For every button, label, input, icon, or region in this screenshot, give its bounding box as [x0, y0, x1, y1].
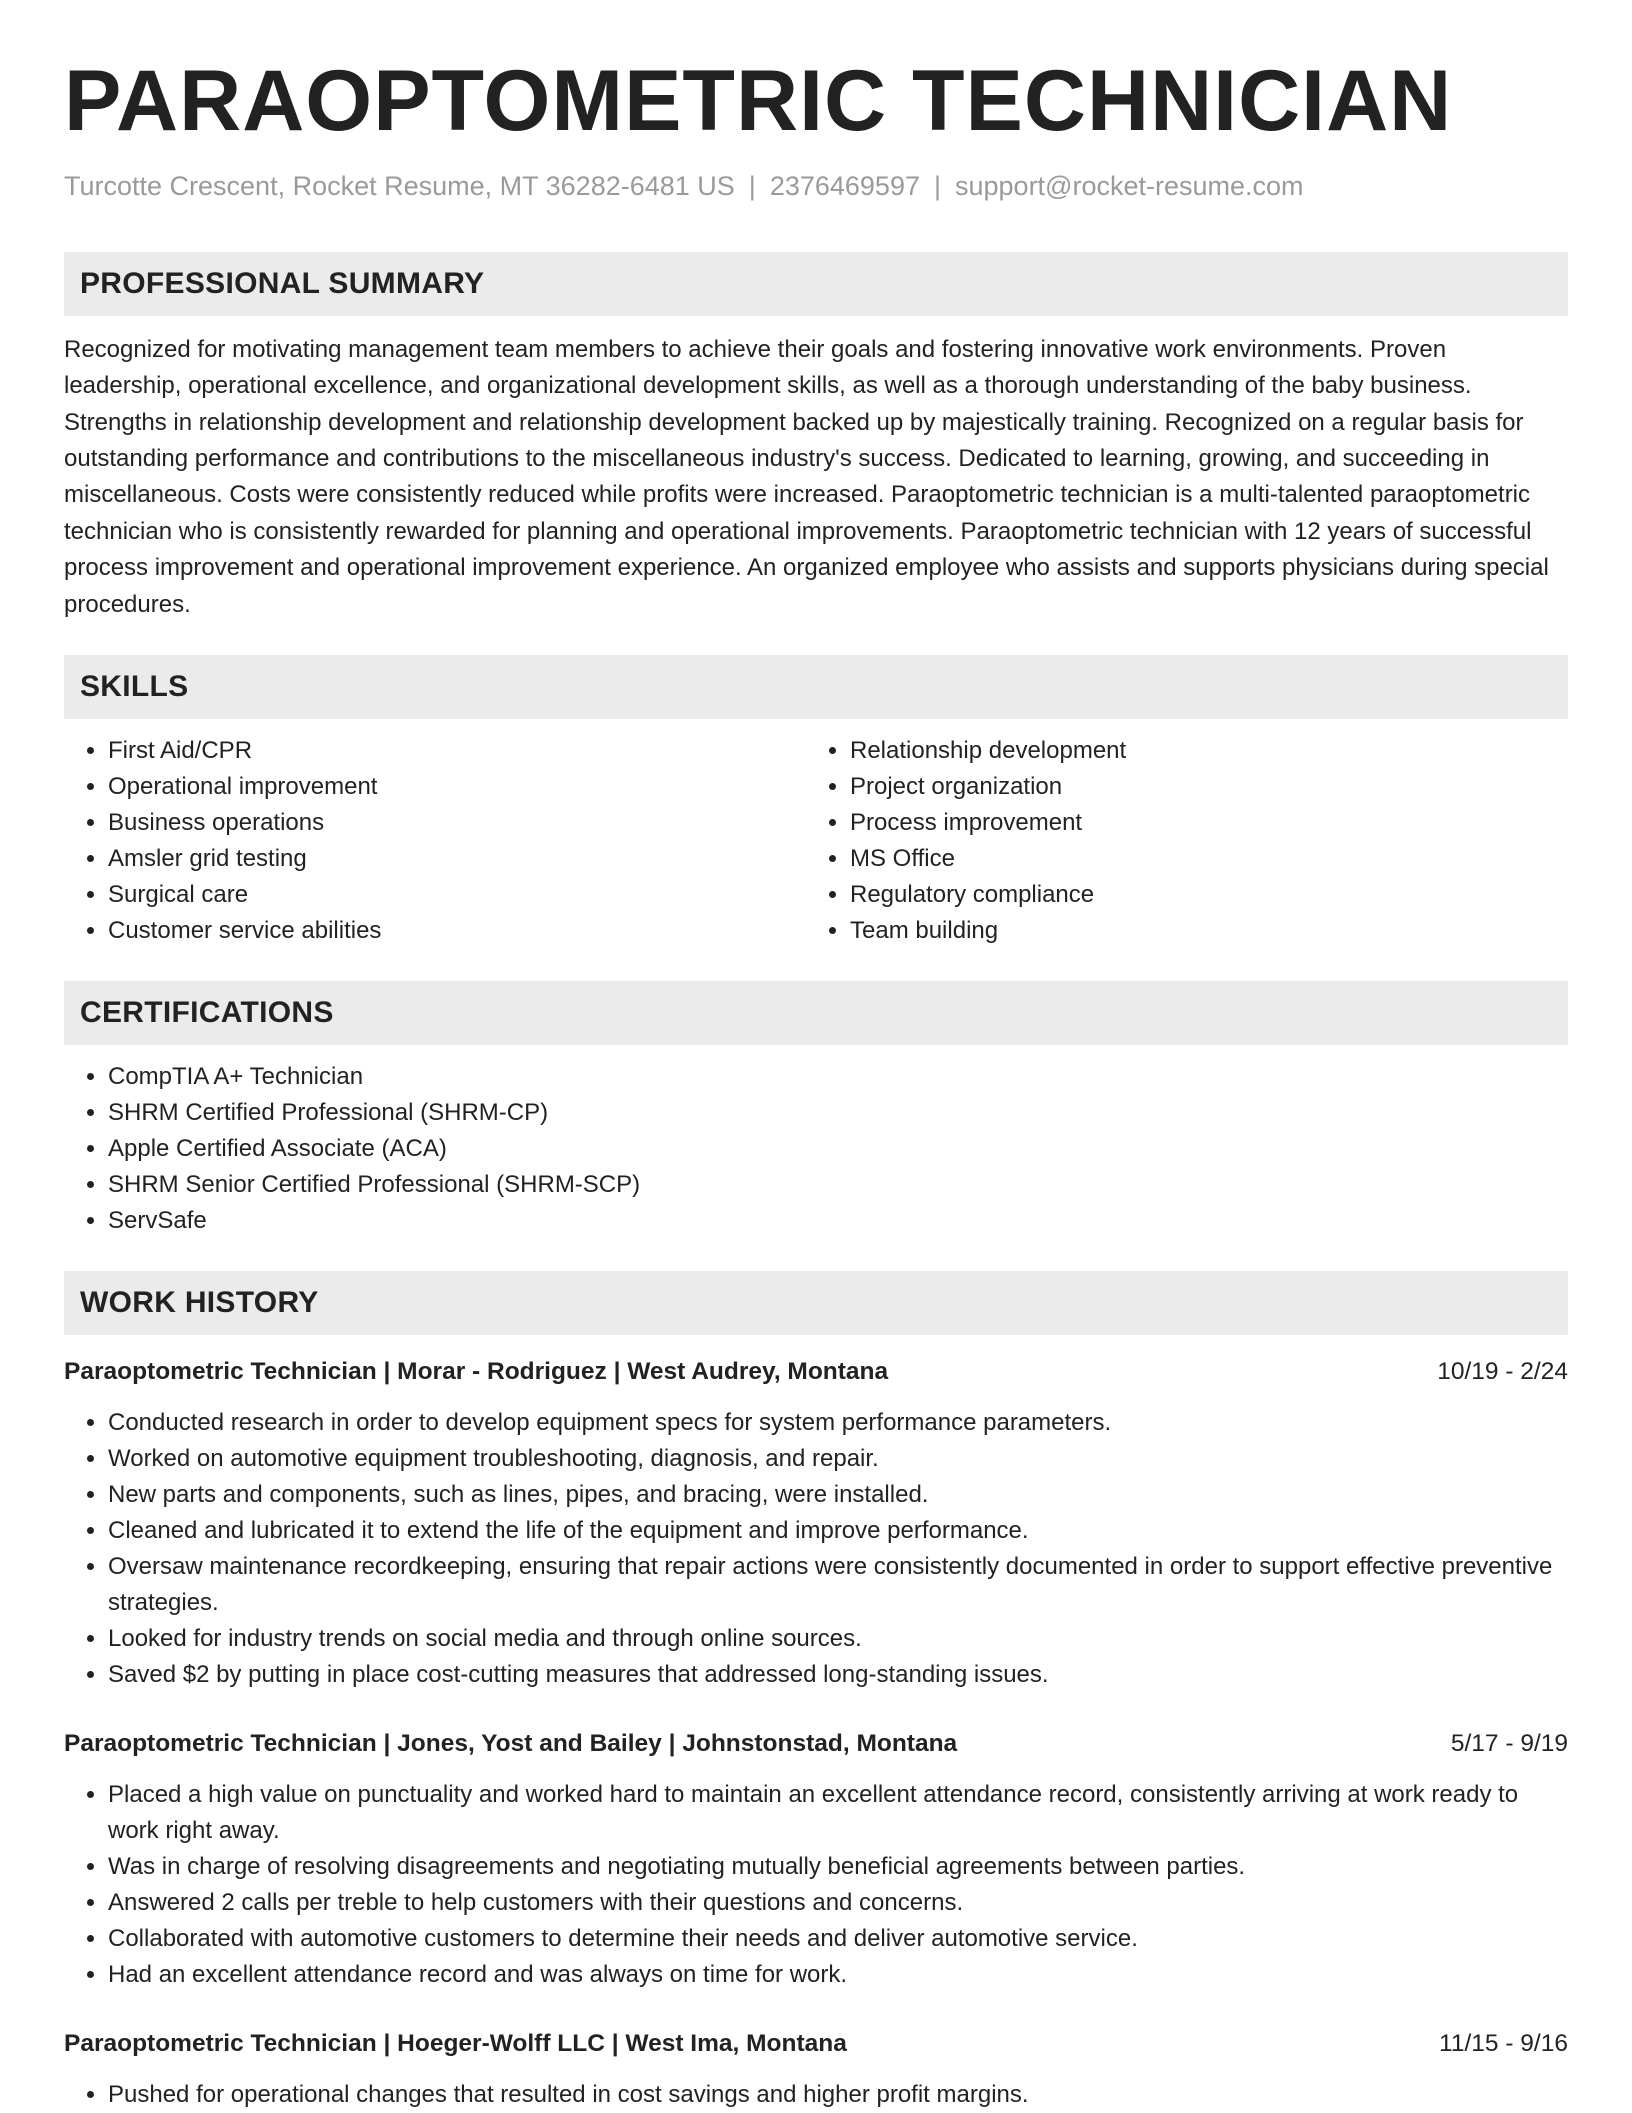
skills-column-left: [64, 733, 806, 949]
section-heading-work-history: WORK HISTORY: [64, 1271, 1568, 1335]
job-dates: 5/17 - 9/19: [1450, 1729, 1568, 1757]
skill-item: • MS Office: [850, 841, 1548, 877]
certifications-list: [64, 1059, 1568, 1239]
skills-columns: [64, 733, 1568, 949]
contact-separator: |: [933, 170, 941, 201]
job-bullet: • Placed a high value on punctuality and worked hard to maintain an excellent attendance record, consistently arriving at work ready to work right away.: [108, 1777, 1568, 1849]
contact-phone: 2376469597: [769, 170, 920, 201]
job-header: [64, 2027, 1568, 2061]
job-bullet: • Cleaned and lubricated it to extend the life of the equipment and improve performance.: [108, 1513, 1568, 1549]
job-bullet: • Worked on automotive equipment troubleshooting, diagnosis, and repair.: [108, 1441, 1568, 1477]
contact-address: Turcotte Crescent, Rocket Resume, MT 36282-6481 US: [64, 170, 735, 201]
skill-item: • Customer service abilities: [108, 913, 806, 949]
job-header: [64, 1355, 1568, 1389]
job-entry: [64, 1355, 1568, 1693]
skills-column-right: [806, 733, 1548, 949]
skill-item: • Amsler grid testing: [108, 841, 806, 877]
section-heading-skills: SKILLS: [64, 655, 1568, 719]
job-bullet: • Had an excellent attendance record and was always on time for work.: [108, 1957, 1568, 1993]
certification-item: • Apple Certified Associate (ACA): [108, 1131, 1568, 1167]
skill-item: • First Aid/CPR: [108, 733, 806, 769]
job-bullets: [64, 1777, 1568, 1993]
certification-item: • SHRM Certified Professional (SHRM-CP): [108, 1095, 1568, 1131]
job-bullets: [64, 1405, 1568, 1693]
job-dates: 10/19 - 2/24: [1437, 1357, 1568, 1385]
skills-list-right: [806, 733, 1548, 949]
certification-item: • ServSafe: [108, 1203, 1568, 1239]
job-bullet: • Collaborated with automotive customers to determine their needs and deliver automotive service.: [108, 1921, 1568, 1957]
job-title: Paraoptometric Technician | Jones, Yost and Bailey | Johnstonstad, Montana: [64, 1729, 958, 1757]
section-heading-certifications: CERTIFICATIONS: [64, 981, 1568, 1045]
job-bullet: • Conducted research in order to develop equipment specs for system performance parameters.: [108, 1405, 1568, 1441]
resume-name: PARAOPTOMETRIC TECHNICIAN: [64, 53, 1453, 149]
job-header: [64, 1727, 1568, 1761]
skill-item: • Relationship development: [850, 733, 1548, 769]
certification-item: • SHRM Senior Certified Professional (SHRM-SCP): [108, 1167, 1568, 1203]
job-bullet: • Oversaw maintenance recordkeeping, ensuring that repair actions were consistently documented in order to support effective preventive strategies.: [108, 1549, 1568, 1621]
skill-item: • Surgical care: [108, 877, 806, 913]
certification-item: • CompTIA A+ Technician: [108, 1059, 1568, 1095]
skill-item: • Team building: [850, 913, 1548, 949]
summary-text: Recognized for motivating management team members to achieve their goals and fostering innovative work environments. Proven leadership, operational excellence, and organizational development skills, as well as a thorough understanding of the baby business. Strengths in relationship development and relationship development backed up by majestically training. Recognized on a regular basis for outstanding performance and contributions to the miscellaneous industry's success. Dedicated to learning, growing, and succeeding in miscellaneous. Costs were consistently reduced while profits were increased. Paraoptometric technician is a multi-talented paraoptometric technician who is consistently rewarded for planning and operational improvements. Paraoptometric technician with 12 years of successful process improvement and operational improvement experience. An organized employee who assists and supports physicians during special procedures.: [64, 335, 1549, 618]
contact-email: support@rocket-resume.com: [955, 170, 1304, 201]
job-bullet: • New parts and components, such as lines, pipes, and bracing, were installed.: [108, 1477, 1568, 1513]
skill-item: • Business operations: [108, 805, 806, 841]
job-title: Paraoptometric Technician | Hoeger-Wolff LLC | West Ima, Montana: [64, 2029, 847, 2057]
contact-separator: |: [748, 170, 756, 201]
job-bullet: • Was in charge of resolving disagreements and negotiating mutually beneficial agreements between parties.: [108, 1849, 1568, 1885]
skill-item: • Regulatory compliance: [850, 877, 1548, 913]
job-title: Paraoptometric Technician | Morar - Rodriguez | West Audrey, Montana: [64, 1357, 889, 1385]
job-dates: 11/15 - 9/16: [1439, 2029, 1568, 2057]
job-bullet: • Pushed for operational changes that resulted in cost savings and higher profit margins.: [108, 2077, 1568, 2113]
section-heading-summary: PROFESSIONAL SUMMARY: [64, 252, 1568, 316]
skill-item: • Operational improvement: [108, 769, 806, 805]
skills-list-left: [64, 733, 806, 949]
job-bullet: • Saved $2 by putting in place cost-cutting measures that addressed long-standing issues.: [108, 1657, 1568, 1693]
skill-item: • Project organization: [850, 769, 1548, 805]
contact-line: [64, 169, 1568, 204]
job-entry: [64, 2027, 1568, 2113]
job-entry: [64, 1727, 1568, 1993]
job-bullet: • Looked for industry trends on social media and through online sources.: [108, 1621, 1568, 1657]
job-bullets: [64, 2077, 1568, 2113]
job-bullet: • Answered 2 calls per treble to help customers with their questions and concerns.: [108, 1885, 1568, 1921]
skill-item: • Process improvement: [850, 805, 1548, 841]
